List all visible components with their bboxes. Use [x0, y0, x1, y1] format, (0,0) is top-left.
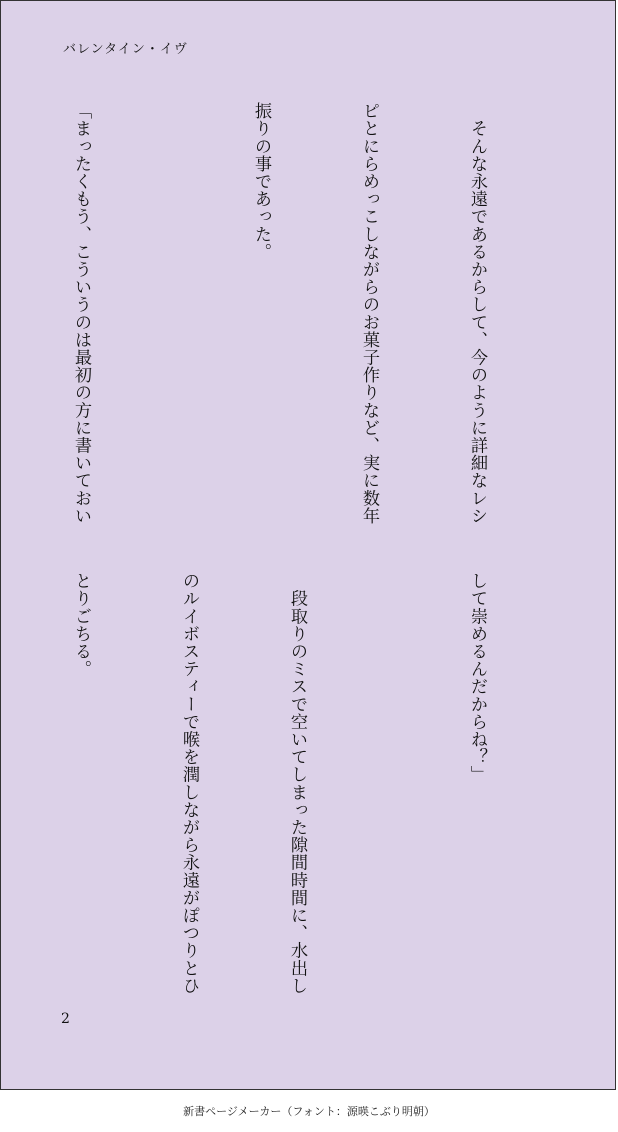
lower-text-block: [0, 572, 567, 995]
text-line: のルイボスティーで喉を潤しながら永遠がぽつりとひ: [179, 572, 199, 995]
running-header: バレンタイン・イヴ: [63, 42, 188, 57]
text-line: ピとにらめっこしながらのお菓子作りなど、実に数年: [359, 102, 379, 525]
text-line: 「まったくもう、こういうのは最初の方に書いておい: [71, 102, 91, 525]
text-line: 段取りのミスで空いてしまった隙間時間に、水出し: [287, 572, 307, 995]
upper-text-block: [0, 102, 567, 525]
text-line: とりごちる。: [71, 572, 91, 678]
footer-credit: 新書ページメーカー（フォント：源暎こぶり明朝）: [183, 1105, 435, 1118]
text-line: 振りの事であった。: [251, 102, 271, 261]
page-number: 2: [61, 1011, 70, 1027]
text-line: そんな永遠であるからして、今のように詳細なレシ: [467, 102, 487, 525]
text-line: して崇めるんだからね？」: [467, 572, 487, 784]
